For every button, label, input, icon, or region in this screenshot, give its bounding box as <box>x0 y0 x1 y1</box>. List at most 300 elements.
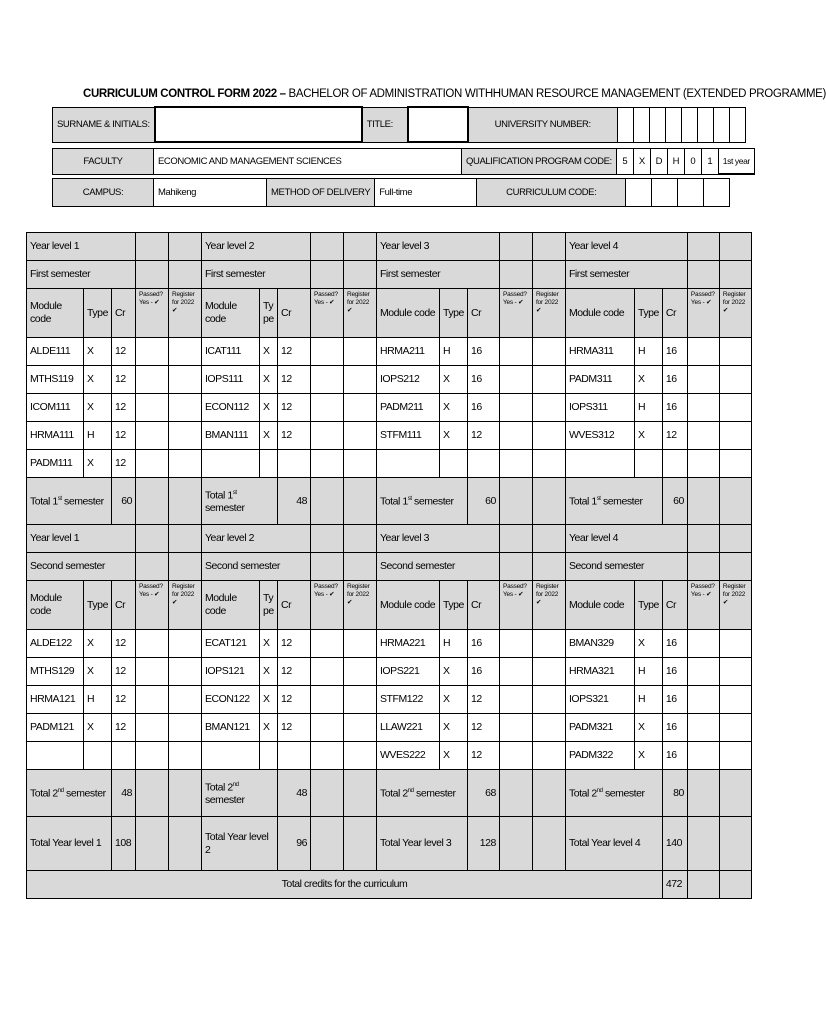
first-semester-section <box>27 233 752 525</box>
register-checkbox[interactable] <box>168 742 201 770</box>
semester-row <box>27 261 752 289</box>
university-number-cell[interactable] <box>665 107 681 142</box>
module-credits: 12 <box>111 338 135 366</box>
module-credits: 12 <box>111 450 135 478</box>
year-total-label: Total Year level 1 <box>27 817 112 871</box>
passed-header: Passed? Yes - ✔ <box>135 581 168 630</box>
form-title: CURRICULUM CONTROL FORM 2022 – BACHELOR OF ADMINISTRATION WITHHUMAN RESOURCE MANAGEMENT (EXTENDED PROGRAMME) <box>83 88 826 100</box>
module-credits: 16 <box>467 658 499 686</box>
module-code: IOPS212 <box>376 366 439 394</box>
passed-checkbox[interactable] <box>310 338 343 366</box>
university-number-cell[interactable] <box>649 107 665 142</box>
register-header: Register for 2022 ✔ <box>343 581 376 630</box>
module-code: IOPS321 <box>565 686 634 714</box>
semester-total-value: 48 <box>277 478 310 525</box>
module-type: X <box>439 686 467 714</box>
university-number-cell[interactable] <box>681 107 697 142</box>
semester-label: First semester <box>201 261 310 289</box>
passed-checkbox[interactable] <box>135 714 168 742</box>
register-header: Register for 2022 ✔ <box>532 581 565 630</box>
module-credits: 12 <box>277 366 310 394</box>
passed-checkbox[interactable] <box>310 686 343 714</box>
passed-header: Passed? Yes - ✔ <box>687 289 719 338</box>
register-checkbox[interactable] <box>532 686 565 714</box>
year-level-label: Year level 2 <box>201 525 310 553</box>
module-type: X <box>634 714 662 742</box>
module-credits: 12 <box>111 658 135 686</box>
module-code: ICOM111 <box>27 394 84 422</box>
qualification-code-char: 1 <box>701 149 718 175</box>
register-checkbox[interactable] <box>168 394 201 422</box>
register-checkbox[interactable] <box>343 422 376 450</box>
module-credits: 16 <box>662 338 687 366</box>
module-credits: 12 <box>277 630 310 658</box>
module-credits: 16 <box>467 630 499 658</box>
curriculum-code-cell[interactable] <box>652 179 678 207</box>
semester-total-value: 80 <box>662 770 687 817</box>
passed-checkbox[interactable] <box>499 658 532 686</box>
passed-checkbox[interactable] <box>310 422 343 450</box>
module-type: X <box>439 714 467 742</box>
register-checkbox[interactable] <box>343 338 376 366</box>
module-row <box>27 630 752 658</box>
passed-header: Passed? Yes - ✔ <box>310 581 343 630</box>
module-type: X <box>439 366 467 394</box>
passed-header: Passed? Yes - ✔ <box>135 289 168 338</box>
module-code: HRMA111 <box>27 422 84 450</box>
module-type: X <box>84 630 112 658</box>
passed-checkbox[interactable] <box>687 714 719 742</box>
header-row-1 <box>52 106 746 143</box>
semester-total-label: Total 1st semester <box>201 478 277 525</box>
module-code-header: Module code <box>27 581 84 630</box>
register-checkbox[interactable] <box>343 394 376 422</box>
register-checkbox[interactable] <box>532 338 565 366</box>
module-credits: 16 <box>467 366 499 394</box>
register-checkbox[interactable] <box>532 422 565 450</box>
module-code <box>27 742 84 770</box>
column-header-row <box>27 289 752 338</box>
module-type: X <box>84 658 112 686</box>
module-type: X <box>634 366 662 394</box>
year-total-value: 96 <box>277 817 310 871</box>
module-code: PADM311 <box>565 366 634 394</box>
delivery-label: METHOD OF DELIVERY <box>267 179 375 207</box>
module-type <box>84 742 112 770</box>
passed-checkbox[interactable] <box>310 450 343 478</box>
module-credits: 12 <box>111 686 135 714</box>
module-code: HRMA221 <box>376 630 439 658</box>
semester-total-label: Total 1st semester <box>565 478 662 525</box>
register-header: Register for 2022 ✔ <box>719 581 751 630</box>
type-header: Ty pe <box>259 581 277 630</box>
register-checkbox[interactable] <box>168 366 201 394</box>
module-code: MTHS129 <box>27 658 84 686</box>
register-checkbox[interactable] <box>168 630 201 658</box>
module-type: H <box>84 686 112 714</box>
passed-checkbox[interactable] <box>135 450 168 478</box>
module-code: PADM211 <box>376 394 439 422</box>
surname-label: SURNAME & INITIALS: <box>53 107 155 142</box>
register-checkbox[interactable] <box>719 450 751 478</box>
passed-checkbox[interactable] <box>135 742 168 770</box>
module-code: BMAN121 <box>201 714 259 742</box>
module-code: PADM121 <box>27 714 84 742</box>
year-total-label: Total Year level 4 <box>565 817 662 871</box>
passed-checkbox[interactable] <box>687 450 719 478</box>
module-credits: 12 <box>662 422 687 450</box>
title-field[interactable] <box>408 107 468 142</box>
register-checkbox[interactable] <box>168 686 201 714</box>
module-credits: 16 <box>467 338 499 366</box>
university-number-label: UNIVERSITY NUMBER: <box>468 107 618 142</box>
passed-checkbox[interactable] <box>135 422 168 450</box>
semester-label: First semester <box>27 261 136 289</box>
module-type: H <box>634 338 662 366</box>
module-type: X <box>259 338 277 366</box>
year-total-value: 128 <box>467 817 499 871</box>
module-row <box>27 686 752 714</box>
semester-total-label: Total 1st semester <box>27 478 112 525</box>
module-credits: 16 <box>662 714 687 742</box>
module-credits <box>662 450 687 478</box>
module-code: PADM322 <box>565 742 634 770</box>
register-checkbox[interactable] <box>343 658 376 686</box>
module-row <box>27 338 752 366</box>
register-checkbox[interactable] <box>719 366 751 394</box>
module-code: LLAW221 <box>376 714 439 742</box>
register-header: Register for 2022 ✔ <box>168 289 201 338</box>
register-checkbox[interactable] <box>168 450 201 478</box>
register-checkbox[interactable] <box>719 338 751 366</box>
credits-header: Cr <box>662 289 687 338</box>
register-checkbox[interactable] <box>532 394 565 422</box>
faculty-value: ECONOMIC AND MANAGEMENT SCIENCES <box>154 149 462 175</box>
module-code <box>201 450 259 478</box>
grand-total-label: Total credits for the curriculum <box>27 871 663 899</box>
module-credits: 12 <box>277 686 310 714</box>
passed-checkbox[interactable] <box>135 394 168 422</box>
second-semester-section <box>27 525 752 817</box>
module-code: ALDE122 <box>27 630 84 658</box>
year-total-label: Total Year level 2 <box>201 817 277 871</box>
module-credits: 16 <box>467 394 499 422</box>
passed-checkbox[interactable] <box>687 658 719 686</box>
module-code-header: Module code <box>565 581 634 630</box>
semester-total-value: 48 <box>277 770 310 817</box>
module-credits: 12 <box>111 422 135 450</box>
university-number-cell[interactable] <box>617 107 633 142</box>
credits-header: Cr <box>467 289 499 338</box>
module-credits: 12 <box>277 394 310 422</box>
semester-total-label: Total 2nd semester <box>376 770 467 817</box>
curriculum-code-cell[interactable] <box>704 179 730 207</box>
university-number-cell[interactable] <box>633 107 649 142</box>
credits-header: Cr <box>111 289 135 338</box>
passed-checkbox[interactable] <box>499 422 532 450</box>
module-type: X <box>84 338 112 366</box>
passed-checkbox[interactable] <box>499 450 532 478</box>
passed-checkbox[interactable] <box>310 366 343 394</box>
register-checkbox[interactable] <box>532 630 565 658</box>
module-type: H <box>634 394 662 422</box>
curriculum-code-cell[interactable] <box>678 179 704 207</box>
module-code: IOPS221 <box>376 658 439 686</box>
module-code: ALDE111 <box>27 338 84 366</box>
module-code-header: Module code <box>201 581 259 630</box>
passed-checkbox[interactable] <box>499 394 532 422</box>
module-code: STFM122 <box>376 686 439 714</box>
module-type: X <box>634 422 662 450</box>
passed-checkbox[interactable] <box>310 630 343 658</box>
module-credits: 16 <box>662 366 687 394</box>
passed-checkbox[interactable] <box>135 630 168 658</box>
module-code: ECON122 <box>201 686 259 714</box>
module-type: X <box>259 366 277 394</box>
register-checkbox[interactable] <box>343 714 376 742</box>
passed-header: Passed? Yes - ✔ <box>687 581 719 630</box>
register-checkbox[interactable] <box>343 686 376 714</box>
module-code-header: Module code <box>565 289 634 338</box>
surname-field[interactable] <box>155 107 362 142</box>
register-checkbox[interactable] <box>719 630 751 658</box>
module-credits: 12 <box>277 338 310 366</box>
semester-total-row <box>27 770 752 817</box>
module-code <box>565 450 634 478</box>
register-checkbox[interactable] <box>719 394 751 422</box>
module-type <box>259 450 277 478</box>
module-code: PADM111 <box>27 450 84 478</box>
university-number-cell[interactable] <box>713 107 729 142</box>
passed-checkbox[interactable] <box>499 366 532 394</box>
totals-section <box>27 817 752 899</box>
module-row <box>27 742 752 770</box>
semester-total-label: Total 2nd semester <box>565 770 662 817</box>
year-level-label: Year level 3 <box>376 525 499 553</box>
module-code-header: Module code <box>201 289 259 338</box>
module-credits: 12 <box>277 714 310 742</box>
module-code: HRMA321 <box>565 658 634 686</box>
passed-checkbox[interactable] <box>687 338 719 366</box>
credits-header: Cr <box>277 289 310 338</box>
module-type: X <box>84 714 112 742</box>
module-credits: 16 <box>662 686 687 714</box>
register-header: Register for 2022 ✔ <box>532 289 565 338</box>
semester-row <box>27 553 752 581</box>
passed-checkbox[interactable] <box>499 714 532 742</box>
module-code: WVES222 <box>376 742 439 770</box>
module-code-header: Module code <box>27 289 84 338</box>
module-credits: 12 <box>467 686 499 714</box>
module-type: X <box>439 394 467 422</box>
year-level-label: Year level 4 <box>565 233 687 261</box>
module-code-header: Module code <box>376 289 439 338</box>
passed-checkbox[interactable] <box>687 394 719 422</box>
register-checkbox[interactable] <box>532 366 565 394</box>
module-code <box>201 742 259 770</box>
credits-header: Cr <box>662 581 687 630</box>
register-header: Register for 2022 ✔ <box>168 581 201 630</box>
module-type <box>439 450 467 478</box>
qualification-code-char: D <box>650 149 667 175</box>
passed-checkbox[interactable] <box>687 366 719 394</box>
year-total-label: Total Year level 3 <box>376 817 467 871</box>
passed-header: Passed? Yes - ✔ <box>499 289 532 338</box>
module-credits: 16 <box>662 658 687 686</box>
module-code: IOPS111 <box>201 366 259 394</box>
passed-header: Passed? Yes - ✔ <box>310 289 343 338</box>
module-credits: 16 <box>662 394 687 422</box>
university-number-cell[interactable] <box>729 107 745 142</box>
register-checkbox[interactable] <box>168 422 201 450</box>
year-level-row <box>27 233 752 261</box>
semester-total-label: Total 1st semester <box>376 478 467 525</box>
passed-checkbox[interactable] <box>135 338 168 366</box>
year-totals-row <box>27 817 752 871</box>
module-type: H <box>439 338 467 366</box>
module-credits <box>111 742 135 770</box>
curriculum-code-cell[interactable] <box>626 179 652 207</box>
module-credits: 16 <box>662 630 687 658</box>
register-checkbox[interactable] <box>168 658 201 686</box>
passed-checkbox[interactable] <box>310 714 343 742</box>
module-type: X <box>259 422 277 450</box>
semester-total-label: Total 2nd semester <box>201 770 277 817</box>
credits-header: Cr <box>111 581 135 630</box>
module-row <box>27 658 752 686</box>
module-code: HRMA211 <box>376 338 439 366</box>
qualification-code-char: H <box>667 149 684 175</box>
passed-checkbox[interactable] <box>687 742 719 770</box>
module-type: H <box>634 658 662 686</box>
module-code: IOPS121 <box>201 658 259 686</box>
year-level-label: Year level 2 <box>201 233 310 261</box>
passed-checkbox[interactable] <box>135 366 168 394</box>
register-checkbox[interactable] <box>532 714 565 742</box>
register-checkbox[interactable] <box>719 686 751 714</box>
type-header: Type <box>84 289 112 338</box>
module-row <box>27 366 752 394</box>
passed-checkbox[interactable] <box>310 742 343 770</box>
register-checkbox[interactable] <box>719 714 751 742</box>
module-code: HRMA311 <box>565 338 634 366</box>
module-credits: 16 <box>662 742 687 770</box>
module-credits: 12 <box>467 742 499 770</box>
semester-label: First semester <box>565 261 687 289</box>
passed-checkbox[interactable] <box>499 742 532 770</box>
module-code-header: Module code <box>376 581 439 630</box>
year-level-label: Year level 1 <box>27 525 136 553</box>
module-code: ECON112 <box>201 394 259 422</box>
passed-checkbox[interactable] <box>499 338 532 366</box>
type-header: Type <box>84 581 112 630</box>
register-checkbox[interactable] <box>719 422 751 450</box>
module-type: X <box>439 742 467 770</box>
module-row <box>27 422 752 450</box>
module-type: H <box>84 422 112 450</box>
register-checkbox[interactable] <box>532 658 565 686</box>
module-type: H <box>634 686 662 714</box>
year-total-value: 108 <box>111 817 135 871</box>
module-credits: 12 <box>111 630 135 658</box>
module-code <box>376 450 439 478</box>
column-header-row <box>27 581 752 630</box>
module-row <box>27 450 752 478</box>
module-type: X <box>439 422 467 450</box>
title-label: TITLE: <box>362 107 408 142</box>
qualification-code-char: 0 <box>684 149 701 175</box>
curriculum-code-label: CURRICULUM CODE: <box>477 179 626 207</box>
header-row-2 <box>52 148 755 175</box>
module-row <box>27 394 752 422</box>
module-code: ICAT111 <box>201 338 259 366</box>
register-checkbox[interactable] <box>168 338 201 366</box>
register-checkbox[interactable] <box>719 658 751 686</box>
semester-label: Second semester <box>565 553 687 581</box>
passed-checkbox[interactable] <box>687 630 719 658</box>
register-checkbox[interactable] <box>168 714 201 742</box>
semester-label: First semester <box>376 261 499 289</box>
grand-total-value: 472 <box>662 871 687 899</box>
module-type: X <box>84 450 112 478</box>
university-number-cell[interactable] <box>697 107 713 142</box>
passed-checkbox[interactable] <box>499 630 532 658</box>
passed-checkbox[interactable] <box>310 394 343 422</box>
module-code: STFM111 <box>376 422 439 450</box>
module-credits <box>277 450 310 478</box>
module-type: X <box>259 658 277 686</box>
module-type: X <box>439 658 467 686</box>
register-checkbox[interactable] <box>343 450 376 478</box>
delivery-value: Full-time <box>375 179 477 207</box>
register-checkbox[interactable] <box>532 742 565 770</box>
module-code: IOPS311 <box>565 394 634 422</box>
semester-total-value: 60 <box>662 478 687 525</box>
module-code: BMAN329 <box>565 630 634 658</box>
passed-checkbox[interactable] <box>135 686 168 714</box>
passed-checkbox[interactable] <box>687 686 719 714</box>
module-type: X <box>259 394 277 422</box>
semester-total-value: 60 <box>111 478 135 525</box>
credits-header: Cr <box>467 581 499 630</box>
semester-label: Second semester <box>376 553 499 581</box>
semester-total-value: 68 <box>467 770 499 817</box>
passed-checkbox[interactable] <box>135 658 168 686</box>
type-header: Type <box>634 289 662 338</box>
module-type <box>634 450 662 478</box>
type-header: Type <box>439 581 467 630</box>
semester-label: Second semester <box>201 553 310 581</box>
module-code: MTHS119 <box>27 366 84 394</box>
module-type <box>259 742 277 770</box>
module-type: X <box>634 630 662 658</box>
module-code: BMAN111 <box>201 422 259 450</box>
register-checkbox[interactable] <box>343 742 376 770</box>
passed-checkbox[interactable] <box>687 422 719 450</box>
module-type: X <box>259 686 277 714</box>
passed-checkbox[interactable] <box>499 686 532 714</box>
year-level-label: Year level 1 <box>27 233 136 261</box>
register-checkbox[interactable] <box>532 450 565 478</box>
year-total-value: 140 <box>662 817 687 871</box>
module-type: X <box>259 714 277 742</box>
module-credits: 12 <box>467 422 499 450</box>
passed-checkbox[interactable] <box>310 658 343 686</box>
module-credits: 12 <box>277 658 310 686</box>
register-checkbox[interactable] <box>343 630 376 658</box>
register-checkbox[interactable] <box>719 742 751 770</box>
register-checkbox[interactable] <box>343 366 376 394</box>
